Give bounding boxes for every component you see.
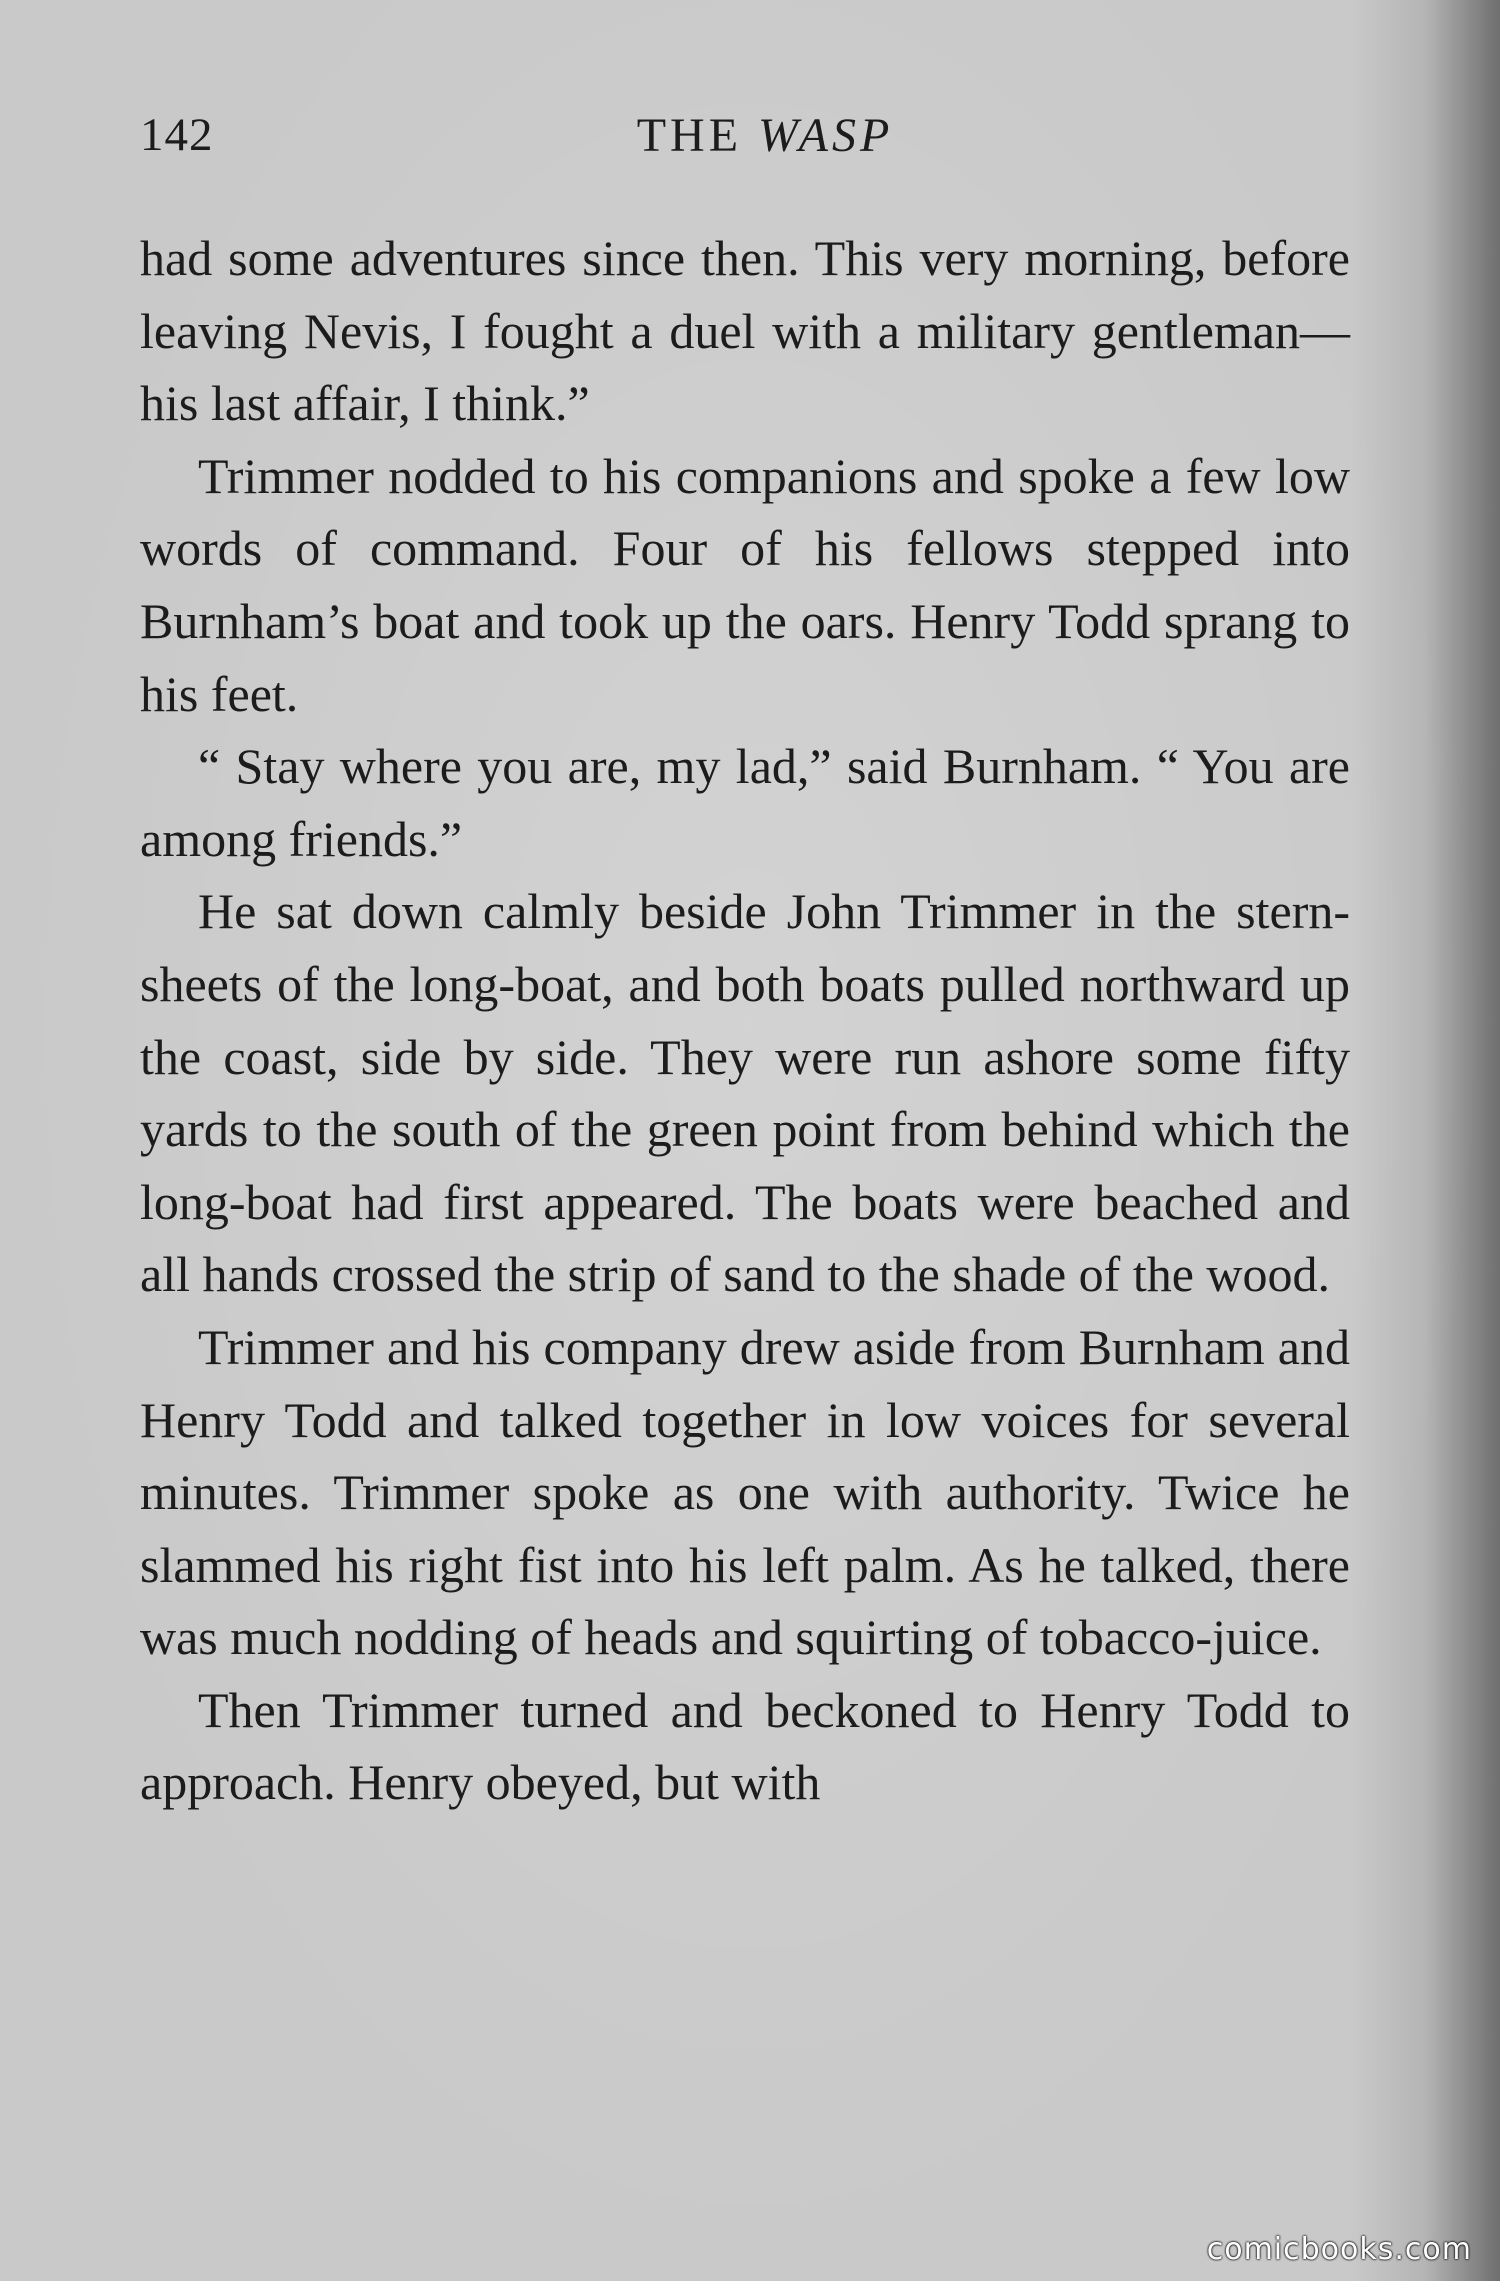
- page-number: 142: [140, 109, 214, 161]
- paragraph-continued: had some adventures since then. This very morning, before leaving Nevis, I fought a duel with a military gentleman—his last affair, I think.”: [140, 230, 1350, 432]
- paragraph: Trimmer and his company drew aside from Burnham and Henry Todd and talked together in low voices for several minutes. Trimmer spoke as one with authority. Twice he slammed his right fist into his left palm. As he talked, there was much nodding of heads and squirting of tobacco-juice.: [140, 1318, 1350, 1666]
- running-head-plain: THE: [636, 109, 759, 162]
- watermark: comicbooks.com: [1206, 2232, 1472, 2267]
- running-head: [140, 108, 1350, 163]
- paragraph: Then Trimmer turned and beckoned to Henry Todd to approach. Henry obeyed, but with: [140, 1681, 1350, 1811]
- paragraph: Trimmer nodded to his companions and spoke a few low words of command. Four of his fellows stepped into Burnham’s boat and took up the oars. Henry Todd sprang to his feet.: [140, 447, 1350, 722]
- paragraph: “ Stay where you are, my lad,” said Burnham. “ You are among friends.”: [140, 738, 1350, 867]
- paragraph: He sat down calmly beside John Trimmer in the stern-sheets of the long-boat, and both boats pulled northward up the coast, side by side. They were run ashore some fifty yards to the south of the green point from behind which the long-boat had first appeared. The boats were beached and all hands crossed the strip of sand to the shade of the wood.: [140, 883, 1350, 1303]
- running-head-italic: WASP: [758, 109, 894, 162]
- body-text: [140, 222, 1350, 1819]
- page-header: [140, 108, 1350, 178]
